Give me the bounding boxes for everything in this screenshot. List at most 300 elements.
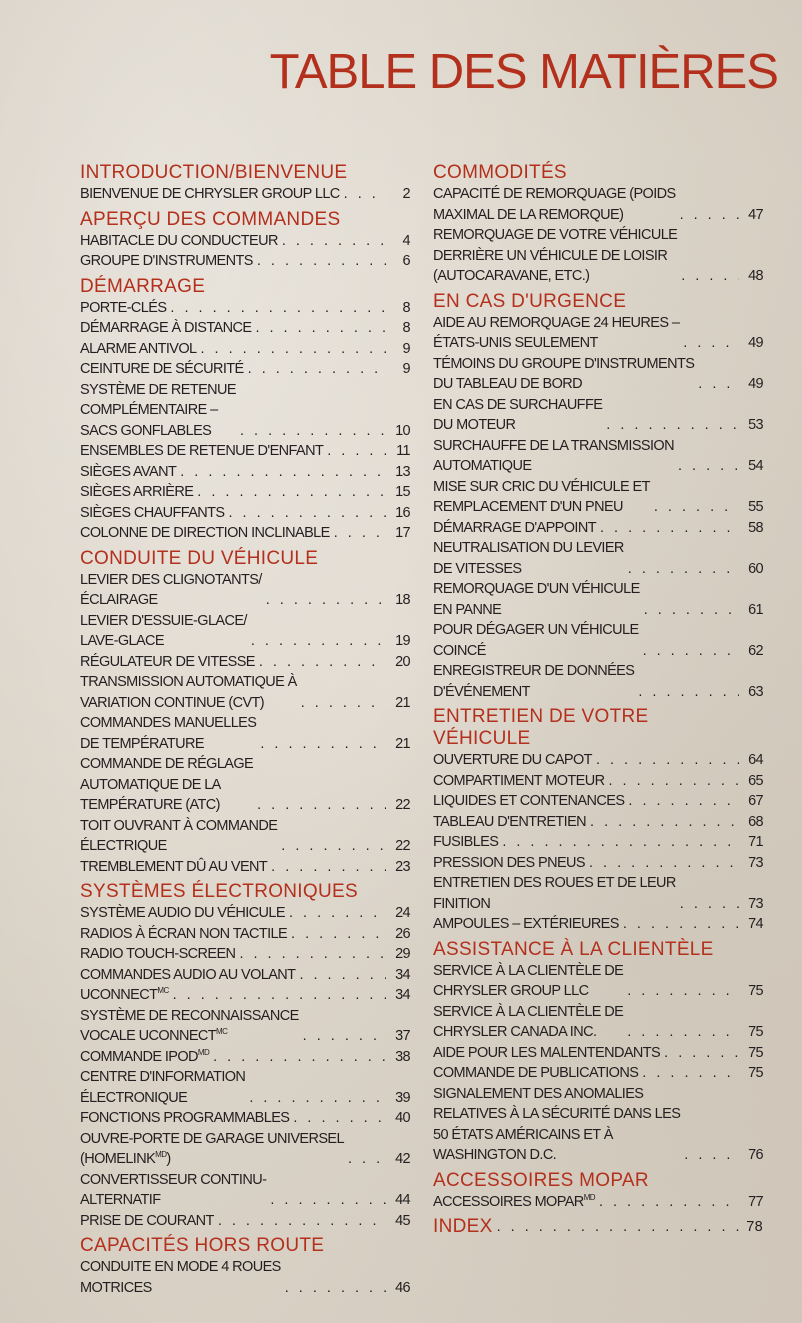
toc-entry-text: REMORQUAGE D'UN VÉHICULE EN PANNE [433,581,640,618]
toc-leader-dots [502,832,739,853]
toc-page-number: 18 [395,592,410,608]
toc-entry[interactable] [80,944,410,965]
toc-entry-title [433,225,677,287]
toc-entry-text: ENREGISTREUR DE DONNÉES D'ÉVÉNEMENT [433,663,635,700]
toc-page-number: 9 [402,361,410,377]
toc-entry[interactable] [433,395,763,436]
toc-entry-text: CONDUITE EN MODE 4 ROUES MOTRICES [80,1259,281,1296]
toc-entry-title [80,231,278,252]
toc-page-number: 53 [748,417,763,433]
toc-section-heading: SYSTÈMES ÉLECTRONIQUES [80,881,358,902]
toc-entry-text: SIÈGES ARRIÈRE [80,484,194,500]
toc-entry-text: COMMANDES MANUELLES DE TEMPÉRATURE [80,715,257,752]
toc-entry-title [80,503,225,524]
toc-leader-dots [348,1149,386,1170]
toc-leader-dots [259,652,386,673]
toc-entry-title [80,1006,299,1047]
toc-entry-title [80,441,323,462]
toc-entry[interactable] [80,441,410,462]
toc-entry-text: SIÈGES CHAUFFANTS [80,504,225,521]
toc-leader-dots [642,1063,739,1084]
toc-entry-text: ENSEMBLES DE RETENUE D'ENFANT [80,443,324,459]
toc-leader-dots [170,298,386,319]
toc-section [433,1216,763,1238]
toc-leader-dots [623,914,739,935]
toc-page-number: 49 [748,376,763,392]
toc-page-number: 9 [402,340,410,357]
toc-page-number: 24 [395,905,410,921]
toc-entry-text: ALARME ANTIVOL [80,340,197,357]
toc-leader-dots [680,894,739,915]
toc-page-number: 37 [395,1028,410,1044]
toc-entry[interactable] [80,903,410,924]
toc-entry[interactable] [433,832,763,853]
toc-entry-text: BIENVENUE DE CHRYSLER GROUP LLC [80,186,340,202]
toc-entry-text: AMPOULES – EXTÉRIEURES [433,916,619,932]
toc-entry-text: RADIOS À ÉCRAN NON TACTILE [80,925,288,942]
toc-page-number: 58 [748,519,763,536]
toc-entry-title [433,812,586,833]
toc-entry-text: UCONNECT [80,987,158,1003]
toc-leader-dots [698,374,739,395]
toc-leader-dots [255,318,386,339]
toc-entry[interactable] [80,503,410,524]
toc-entry-text: TOIT OUVRANT À COMMANDE ÉLECTRIQUE [80,817,278,854]
toc-page-number: 71 [748,834,763,850]
toc-column-right [433,160,763,1242]
toc-entry[interactable] [433,961,763,1002]
toc-entry-title [433,832,498,853]
toc-entry[interactable] [433,184,763,225]
toc-section [80,881,410,1231]
toc-entry-text: TÉMOINS DU GROUPE D'INSTRUMENTS DU TABLEAU DE BORD [433,355,695,392]
toc-section-heading[interactable] [433,1216,763,1238]
toc-page-number: 54 [748,458,763,474]
toc-entry-title [80,611,247,652]
toc-heading-label: INDEX [433,1216,493,1237]
page-title: TABLE DES MATIÈRES [269,45,778,99]
toc-leader-dots [271,857,386,878]
toc-section [80,209,410,272]
toc-page-number: 20 [395,653,410,670]
toc-entry-title [80,985,169,1006]
toc-entry[interactable] [433,313,763,354]
toc-entry-title [80,298,166,319]
toc-entry[interactable] [433,771,763,792]
toc-entry-text: TRANSMISSION AUTOMATIQUE À VARIATION CONTINUE (CVT) [80,674,297,711]
toc-leader-dots [239,944,386,965]
toc-entry-text: CONVERTISSEUR CONTINU- ALTERNATIF [80,1171,267,1208]
toc-entry[interactable] [433,436,763,477]
toc-entry-text: PORTE-CLÉS [80,299,167,316]
toc-leader-dots [627,1022,739,1043]
toc-page-number: 78 [746,1219,763,1235]
toc-leader-dots [291,924,386,945]
toc-entry-text: PRISE DE COURANT [80,1212,214,1229]
toc-page-number: 73 [748,895,763,912]
toc-entry[interactable] [80,1170,410,1211]
toc-entry[interactable] [80,1047,410,1068]
toc-entry-text: SERVICE À LA CLIENTÈLE DE CHRYSLER GROUP LLC [433,962,624,999]
toc-entry[interactable] [433,812,763,833]
toc-page-number: 49 [748,335,763,351]
toc-entry[interactable] [80,231,410,252]
toc-section-heading: CONDUITE DU VÉHICULE [80,547,319,569]
toc-page-number: 22 [395,797,410,813]
toc-entry[interactable] [433,579,763,620]
toc-page-number: 10 [395,422,410,439]
trademark-superscript: MC [216,1027,228,1037]
toc-leader-dots [266,590,386,611]
toc-page-number: 22 [395,838,410,854]
toc-entry-title [80,903,285,924]
toc-entry[interactable] [433,853,763,874]
toc-section [433,1170,763,1213]
toc-page-number: 45 [395,1212,410,1229]
toc-entry-text: PRESSION DES PNEUS [433,854,585,871]
toc-page-number: 63 [748,683,763,700]
toc-entry-text: COMMANDE IPOD [80,1048,198,1065]
toc-entry-title [80,380,236,442]
toc-leader-dots [249,1088,386,1109]
toc-leader-dots [303,1026,386,1047]
toc-entry[interactable] [80,652,410,673]
toc-leader-dots [201,339,387,360]
toc-leader-dots [285,1278,386,1299]
toc-leader-dots [683,333,739,354]
toc-entry-title [433,579,640,620]
toc-leader-dots [608,771,739,792]
toc-page-number: 60 [748,560,763,577]
toc-leader-dots [627,981,739,1002]
toc-entry[interactable] [80,713,410,754]
toc-page-number: 8 [402,320,410,336]
toc-entry[interactable] [80,816,410,857]
toc-entry-title [433,1002,623,1043]
toc-entry[interactable] [433,1002,763,1043]
toc-leader-dots [282,231,386,252]
toc-entry[interactable] [80,318,410,339]
toc-entry-title [80,570,262,611]
toc-entry[interactable] [433,225,763,287]
toc-entry-title [433,354,694,395]
toc-entry-text: RÉGULATEUR DE VITESSE [80,653,255,670]
toc-entry-title [80,482,193,503]
toc-entry-text: FUSIBLES [433,834,499,850]
toc-entry-title [80,359,244,380]
toc-entry[interactable] [433,620,763,661]
toc-entry-title [80,652,255,673]
toc-page-number: 26 [395,925,410,942]
toc-entry-title [80,1047,209,1068]
toc-section [433,939,763,1166]
toc-entry[interactable] [433,518,763,539]
toc-section [80,162,410,205]
toc-leader-dots [344,184,386,205]
toc-entry-title [80,318,251,339]
toc-entry-text: RADIO TOUCH-SCREEN [80,946,236,962]
toc-leader-dots [680,205,739,226]
toc-page-number: 23 [395,858,410,875]
toc-entry-text: SYSTÈME DE RETENUE COMPLÉMENTAIRE – SACS GONFLABLES [80,381,236,439]
toc-leader-dots [678,456,739,477]
toc-entry[interactable] [80,1211,410,1232]
toc-entry-text: SIGNALEMENT DES ANOMALIES RELATIVES À LA SÉCURITÉ DANS LES 50 ÉTATS AMÉRICAINS ET À WASHINGTON D.C. [433,1085,681,1163]
toc-entry-text: SYSTÈME AUDIO DU VÉHICULE [80,905,285,921]
toc-entry-text-suffix: ) [166,1151,171,1167]
toc-page-number: 75 [748,1024,763,1040]
toc-entry-title [433,873,676,914]
toc-entry[interactable] [80,523,410,544]
toc-entry-title [80,1067,245,1108]
toc-entry-text: HABITACLE DU CONDUCTEUR [80,232,278,249]
toc-page-number: 16 [395,504,410,521]
toc-entry[interactable] [80,857,410,878]
toc-section [433,291,763,703]
toc-section [80,1235,410,1298]
toc-entry-text: COMMANDES AUDIO AU VOLANT [80,966,296,983]
toc-entry-text: LIQUIDES ET CONTENANCES [433,793,625,809]
toc-entry[interactable] [80,1257,410,1298]
toc-entry-title [80,924,287,945]
toc-entry[interactable] [80,611,410,652]
toc-entry-title [80,1170,266,1211]
toc-entry-title [80,1108,289,1129]
toc-page-number: 42 [395,1151,410,1167]
toc-entry-text: LEVIER D'ESSUIE-GLACE/ LAVE-GLACE [80,612,247,649]
toc-entry[interactable] [433,354,763,395]
toc-entry[interactable] [433,538,763,579]
toc-leader-dots [628,791,739,812]
toc-leader-dots [257,795,386,816]
toc-entry-text: POUR DÉGAGER UN VÉHICULE COINCÉ [433,622,639,659]
toc-entry-text: TREMBLEMENT DÛ AU VENT [80,858,268,875]
toc-page-number: 67 [748,793,763,809]
toc-page-number: 77 [748,1193,763,1210]
toc-entry-title [80,339,197,360]
toc-section-heading: INTRODUCTION/BIENVENUE [80,162,348,183]
toc-page-number: 15 [395,484,410,500]
toc-page-number: 74 [748,916,763,932]
toc-entry-text: ENTRETIEN DES ROUES ET DE LEUR FINITION [433,875,676,912]
toc-entry-text: AIDE POUR LES MALENTENDANTS [433,1044,661,1061]
toc-page-number: 21 [395,735,410,752]
toc-entry-text: GROUPE D'INSTRUMENTS [80,253,253,269]
toc-entry-title [433,791,624,812]
toc-entry[interactable] [433,914,763,935]
toc-entry[interactable] [80,1129,410,1170]
toc-entry-text: COMPARTIMENT MOTEUR [433,772,605,789]
toc-entry-text: REMORQUAGE DE VOTRE VÉHICULE DERRIÈRE UN VÉHICULE DE LOISIR (AUTOCARAVANE, ETC.) [433,227,678,284]
toc-entry-title [433,395,602,436]
toc-entry-title [433,313,679,354]
toc-leader-dots [684,1145,739,1166]
toc-entry-text: CAPACITÉ DE REMORQUAGE (POIDS MAXIMAL DE LA REMORQUE) [433,186,676,223]
toc-entry-title [433,1084,680,1166]
toc-entry-text: CEINTURE DE SÉCURITÉ [80,361,244,377]
toc-leader-dots [270,1190,386,1211]
toc-entry-title [433,771,604,792]
toc-leader-dots [197,482,386,503]
toc-entry-text: SYSTÈME DE RECONNAISSANCE VOCALE UCONNECT [80,1007,299,1044]
toc-leader-dots [327,441,386,462]
toc-entry[interactable] [80,380,410,442]
toc-entry[interactable] [80,570,410,611]
toc-entry[interactable] [433,873,763,914]
toc-entry[interactable] [80,482,410,503]
toc-entry-text: COMMANDE DE RÉGLAGE AUTOMATIQUE DE LA TEMPÉRATURE (ATC) [80,756,254,813]
toc-leader-dots [334,523,386,544]
toc-entry-text: COMMANDE DE PUBLICATIONS [433,1065,639,1081]
toc-page-number: 40 [395,1110,410,1126]
toc-entry-text: EN CAS DE SURCHAUFFE DU MOTEUR [433,396,603,433]
toc-entry-title [80,816,277,857]
toc-leader-dots [289,903,386,924]
toc-entry[interactable] [80,298,410,319]
toc-page-number: 76 [748,1147,763,1163]
toc-page-number: 64 [748,752,763,768]
toc-entry[interactable] [80,251,410,272]
toc-entry-text: NEUTRALISATION DU LEVIER DE VITESSES [433,540,624,577]
toc-entry-title [80,672,297,713]
toc-entry-title [80,1129,344,1170]
toc-entry-title [80,965,295,986]
toc-entry-title [433,538,624,579]
toc-section-heading: COMMODITÉS [433,162,567,183]
trademark-superscript: MD [155,1150,167,1160]
toc-page-number: 61 [748,601,763,618]
toc-leader-dots [589,853,739,874]
toc-leader-dots [213,1047,386,1068]
toc-leader-dots [293,1108,386,1129]
toc-entry-text: MISE SUR CRIC DU VÉHICULE ET REMPLACEMENT D'UN PNEU [433,478,650,515]
toc-leader-dots [497,1216,739,1238]
toc-leader-dots [180,462,386,483]
toc-leader-dots [301,693,386,714]
toc-leader-dots [681,266,739,287]
toc-entry[interactable] [433,750,763,771]
toc-entry-text: OUVRE-PORTE DE GARAGE UNIVERSEL (HOMELINK [80,1130,344,1167]
toc-entry[interactable] [80,1067,410,1108]
toc-entry-title [433,853,585,874]
toc-entry-title [433,1043,660,1064]
toc-entry[interactable] [80,672,410,713]
toc-leader-dots [281,836,386,857]
trademark-superscript: MD [583,1192,595,1202]
toc-entry[interactable] [80,924,410,945]
toc-page-number: 62 [748,642,763,659]
toc-entry-text: DÉMARRAGE À DISTANCE [80,320,252,336]
toc-entry[interactable] [80,462,410,483]
toc-entry[interactable] [433,791,763,812]
toc-section-heading: ASSISTANCE À LA CLIENTÈLE [433,938,714,960]
toc-entry[interactable] [433,477,763,518]
toc-page-number: 34 [395,966,410,983]
toc-entry[interactable] [433,1084,763,1166]
toc-entry[interactable] [80,985,410,1006]
toc-entry-title [433,477,650,518]
toc-entry-title [80,523,330,544]
toc-entry-text: LEVIER DES CLIGNOTANTS/ ÉCLAIRAGE [80,571,262,608]
toc-page-number: 55 [748,499,763,515]
toc-section-heading: ENTRETIEN DE VOTRE VÉHICULE [433,706,649,749]
toc-entry-title [80,1211,214,1232]
toc-entry-title [433,518,596,539]
toc-page-number: 46 [395,1279,410,1296]
toc-leader-dots [240,421,386,442]
toc-leader-dots [654,497,739,518]
toc-leader-dots [644,600,739,621]
toc-entry-text: OUVERTURE DU CAPOT [433,752,592,768]
toc-page-number: 34 [395,987,410,1003]
toc-entry[interactable] [80,184,410,205]
trademark-superscript: MC [157,986,169,996]
toc-entry[interactable] [433,661,763,702]
toc-entry-title [433,184,676,225]
toc-entry-title [433,1192,595,1213]
toc-entry[interactable] [433,1063,763,1084]
toc-entry-title [80,857,267,878]
toc-entry-text: AIDE AU REMORQUAGE 24 HEURES – ÉTATS-UNIS SEULEMENT [433,314,680,351]
toc-entry-title [433,750,592,771]
toc-entry-title [433,961,623,1002]
toc-entry-text: SERVICE À LA CLIENTÈLE DE CHRYSLER CANADA INC. [433,1003,624,1040]
toc-page-number: 6 [402,253,410,269]
toc-entry[interactable] [80,965,410,986]
toc-entry-title [80,713,256,754]
toc-leader-dots [606,415,739,436]
toc-entry[interactable] [433,1043,763,1064]
toc-entry-title [433,436,674,477]
toc-leader-dots [299,965,386,986]
toc-entry[interactable] [80,754,410,816]
toc-leader-dots [257,251,386,272]
toc-leader-dots [643,641,739,662]
toc-section-heading: APERÇU DES COMMANDES [80,208,341,230]
toc-section [80,548,410,878]
toc-leader-dots [596,750,739,771]
toc-page-number: 19 [395,633,410,649]
toc-entry-text: SURCHAUFFE DE LA TRANSMISSION AUTOMATIQUE [433,437,674,474]
toc-entry-title [433,914,619,935]
toc-entry-text: DÉMARRAGE D'APPOINT [433,519,596,536]
toc-leader-dots [229,503,387,524]
toc-entry-text: COLONNE DE DIRECTION INCLINABLE [80,525,330,541]
toc-entry[interactable] [80,339,410,360]
toc-entry-text: TABLEAU D'ENTRETIEN [433,813,587,830]
toc-entry-title [80,754,253,816]
toc-leader-dots [638,682,739,703]
toc-entry[interactable] [80,1108,410,1129]
toc-page-number: 39 [395,1089,410,1106]
toc-leader-dots [251,631,386,652]
toc-leader-dots [664,1043,739,1064]
toc-entry[interactable] [433,1192,763,1213]
toc-page-number: 21 [395,694,410,711]
toc-section [433,706,763,935]
toc-column-left [80,160,410,1302]
toc-entry[interactable] [80,1006,410,1047]
toc-entry-title [80,944,235,965]
toc-section [80,276,410,544]
toc-page-number: 75 [748,983,763,999]
toc-entry-text: SIÈGES AVANT [80,463,177,480]
toc-section-heading: EN CAS D'URGENCE [433,290,627,312]
toc-entry-title [433,620,639,661]
toc-entry-text: ACCESSOIRES MOPAR [433,1193,584,1210]
toc-entry[interactable] [80,359,410,380]
toc-section-heading: CAPACITÉS HORS ROUTE [80,1235,325,1256]
